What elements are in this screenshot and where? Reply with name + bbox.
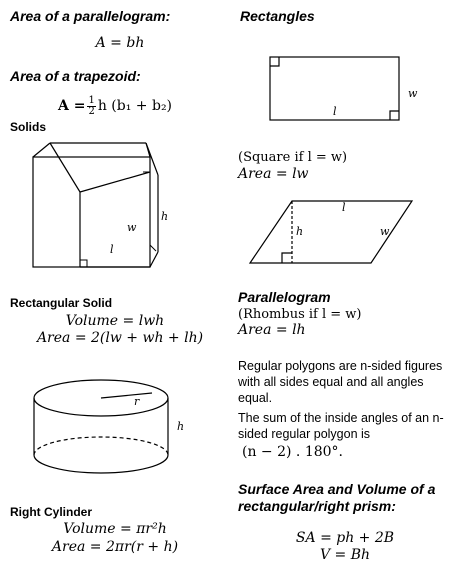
prism-surface-area: SA = ph + 2B bbox=[295, 530, 395, 546]
square-note: (Square if l = w) bbox=[238, 150, 348, 165]
right-cylinder-volume: Volume = πr²h bbox=[63, 521, 167, 537]
cylinder-radius-label: r bbox=[134, 395, 140, 408]
trapezoid-formula-lhs: A = bbox=[58, 97, 86, 114]
fraction-denominator: 2 bbox=[88, 105, 95, 117]
right-cylinder-heading: Right Cylinder bbox=[10, 505, 93, 519]
regular-polygons-angle-text: The sum of the inside angles of an n-sided regular polygon is bbox=[238, 411, 444, 441]
right-cylinder-area: Area = 2πr(r + h) bbox=[51, 539, 179, 555]
fraction-numerator: 1 bbox=[88, 94, 95, 106]
rhombus-note: (Rhombus if l = w) bbox=[238, 307, 362, 322]
box-length-label: l bbox=[110, 243, 114, 256]
box-width-label: w bbox=[127, 221, 137, 234]
parallelogram-area-formula-right: Area = lh bbox=[238, 322, 306, 338]
parallelogram-height-label: h bbox=[296, 225, 304, 238]
rectangle-length-label: l bbox=[333, 105, 337, 118]
parallelogram-area-heading: Area of a parallelogram: bbox=[10, 8, 171, 24]
parallelogram-side-label: w bbox=[380, 225, 390, 238]
parallelogram-heading: Parallelogram bbox=[238, 289, 331, 305]
rectangle-area-formula: Area = lw bbox=[238, 166, 309, 182]
trapezoid-area-heading: Area of a trapezoid: bbox=[10, 68, 141, 84]
solids-heading: Solids bbox=[10, 120, 47, 134]
trapezoid-formula-rhs: h (b₁ + b₂) bbox=[97, 97, 173, 114]
box-height-label: h bbox=[161, 210, 169, 223]
rectangular-solid-heading: Rectangular Solid bbox=[10, 296, 113, 310]
rectangular-solid-volume: Volume = lwh bbox=[65, 313, 165, 329]
rectangles-heading: Rectangles bbox=[240, 8, 315, 24]
rectangular-solid-area: Area = 2(lw + wh + lh) bbox=[36, 330, 204, 346]
regular-polygons-text: Regular polygons are n-sided figures with all sides equal and all angles equal. bbox=[238, 359, 443, 405]
parallelogram-area-formula: A = bh bbox=[95, 35, 145, 51]
regular-polygons-angle-formula: (n − 2) . 180°. bbox=[242, 444, 344, 460]
parallelogram-length-label: l bbox=[342, 201, 346, 214]
rectangle-width-label: w bbox=[408, 87, 418, 100]
prism-heading: Surface Area and Volume of a rectangular/right prism: bbox=[238, 481, 436, 514]
prism-volume: V = Bh bbox=[319, 547, 371, 563]
cylinder-height-label: h bbox=[177, 420, 185, 433]
